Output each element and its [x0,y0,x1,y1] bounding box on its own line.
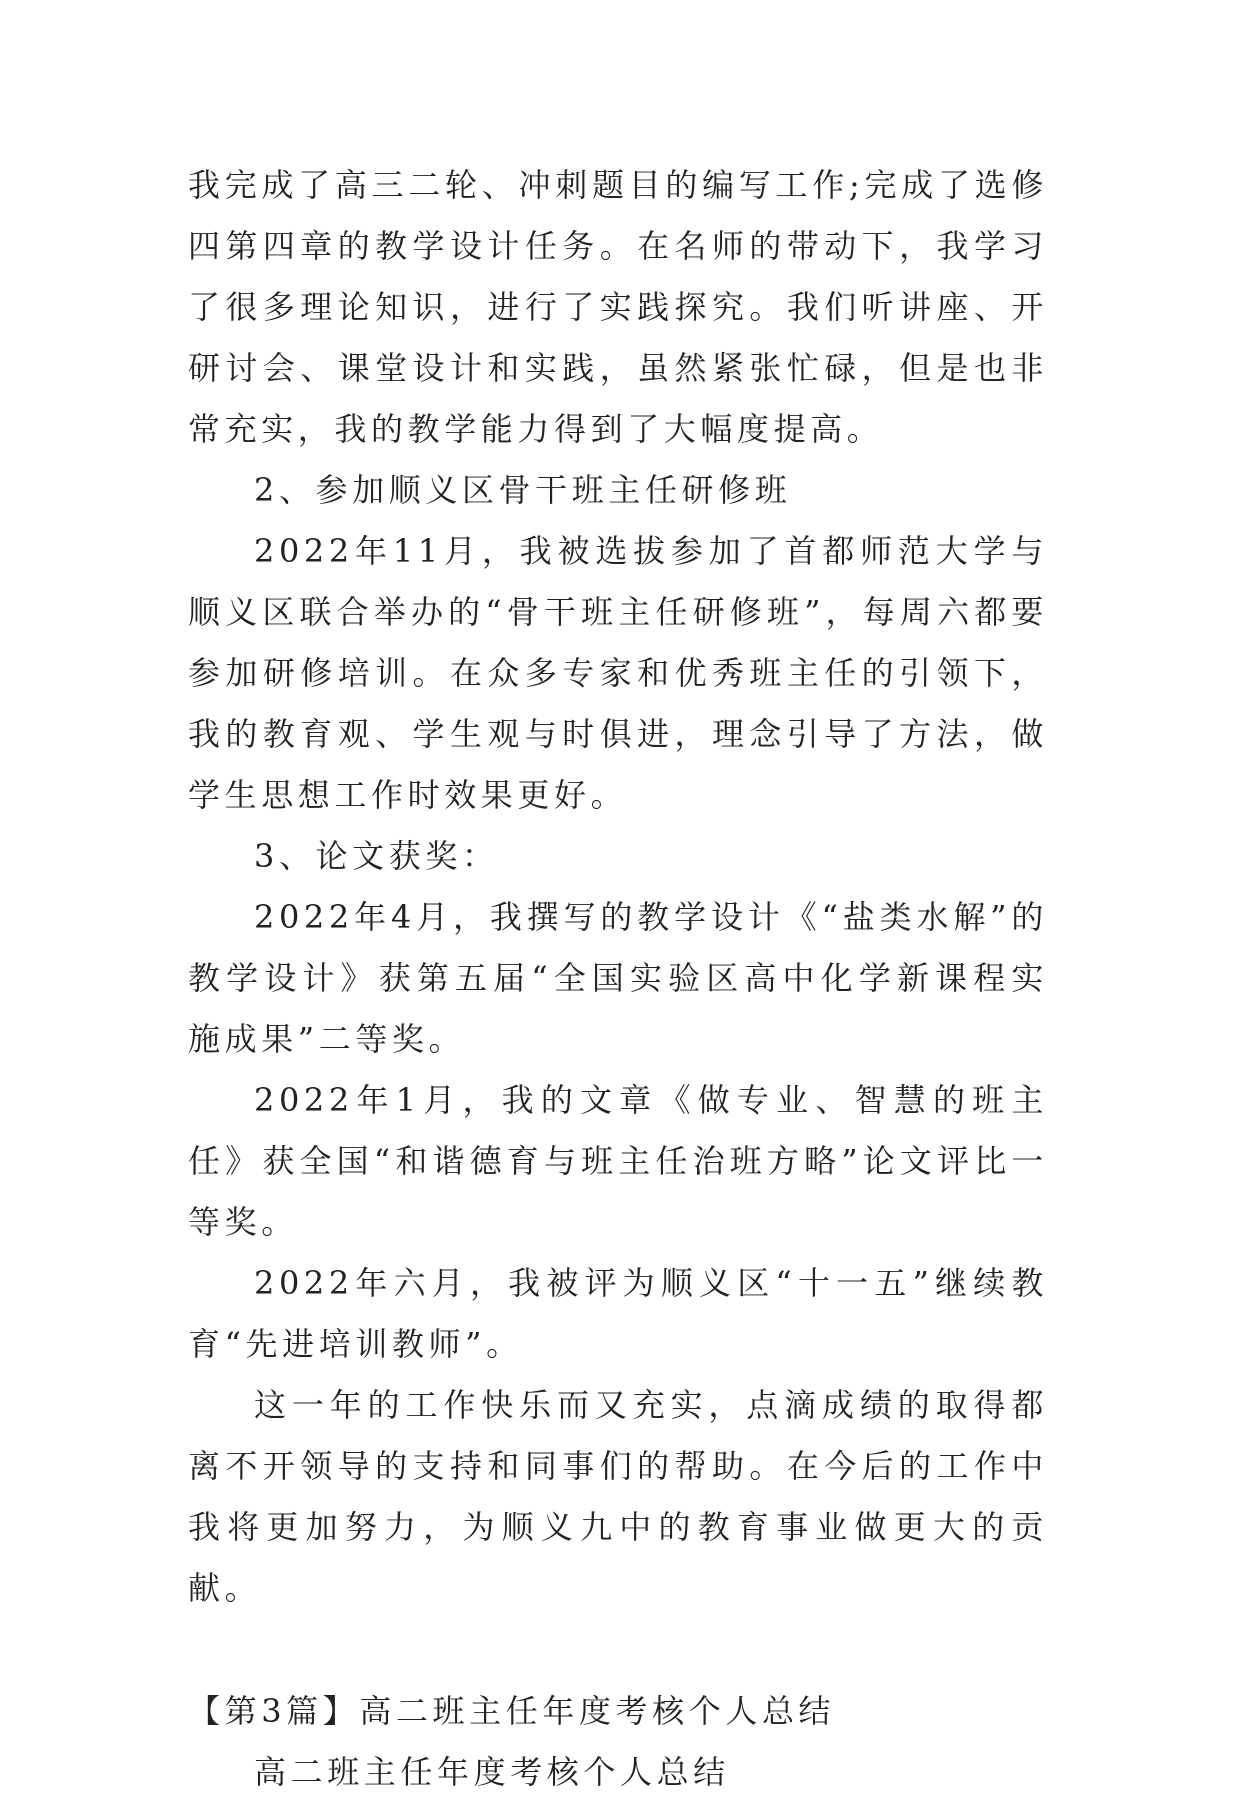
section-heading: 【第3篇】高二班主任年度考核个人总结 [188,1692,836,1730]
subheading-training-class: 2、参加顺义区骨干班主任研修班 [254,471,792,509]
section-subtitle: 高二班主任年度考核个人总结 [254,1753,730,1791]
document-body [188,155,1048,1803]
paragraph-award-1: 2022年4月，我撰写的教学设计《“盐类水解”的教学设计》获第五届“全国实验区高中化学新课程实施成果”二等奖。 [188,898,1048,1058]
paragraph-award-3: 2022年六月，我被评为顺义区“十一五”继续教育“先进培训教师”。 [188,1264,1048,1363]
paragraph-conclusion: 这一年的工作快乐而又充实，点滴成绩的取得都离不开领导的支持和同事们的帮助。在今后的工作中我将更加努力，为顺义九中的教育事业做更大的贡献。 [188,1386,1048,1607]
subheading-paper-awards: 3、论文获奖： [254,837,499,875]
paragraph-award-2: 2022年1月，我的文章《做专业、智慧的班主任》获全国“和谐德育与班主任治班方略”论文评比一等奖。 [188,1081,1048,1241]
paragraph-training-class: 2022年11月，我被选拔参加了首都师范大学与顺义区联合举办的“骨干班主任研修班”，每周六都要参加研修培训。在众多专家和优秀班主任的引领下，我的教育观、学生观与时俱进，理念引导了方法，做学生思想工作时效果更好。 [188,532,1048,814]
paragraph-continuation: 我完成了高三二轮、冲刺题目的编写工作;完成了选修四第四章的教学设计任务。在名师的带动下，我学习了很多理论知识，进行了实践探究。我们听讲座、开研讨会、课堂设计和实践，虽然紧张忙碌，但是也非常充实，我的教学能力得到了大幅度提高。 [188,166,1048,448]
